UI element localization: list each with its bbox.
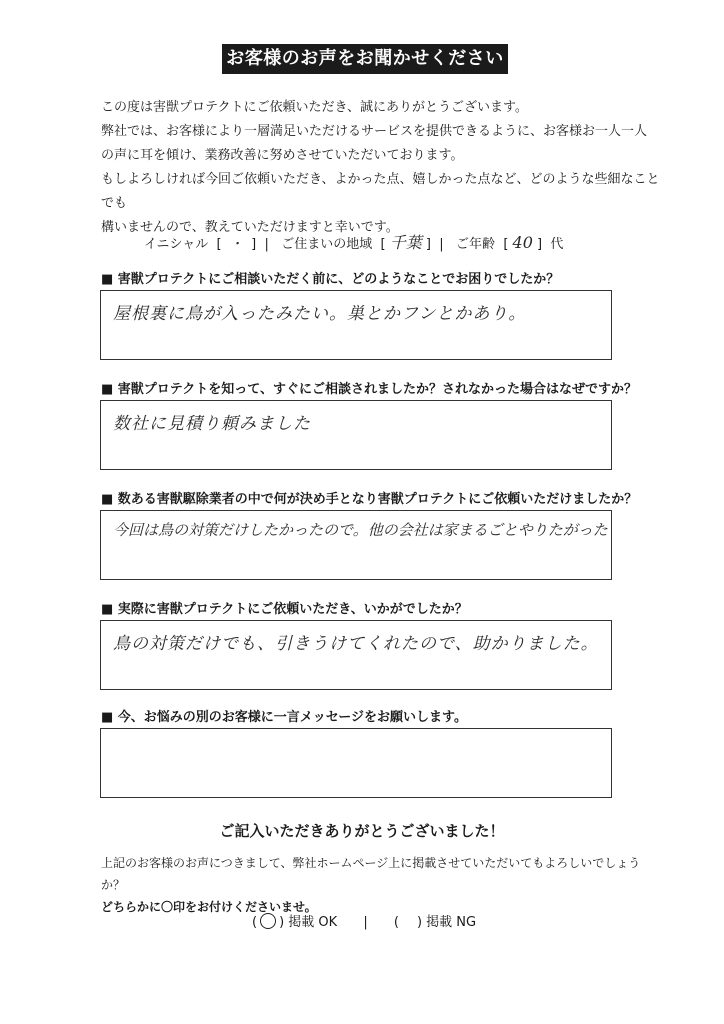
question-5: ■ 今、お悩みの別のお客様に一言メッセージをお願いします。 bbox=[101, 710, 467, 725]
intro-line: 構いませんので、教えていただけますと幸いです。 bbox=[101, 220, 399, 235]
question-4: ■ 実際に害獣プロテクトにご依頼いただき、いかがでしたか？ bbox=[101, 602, 468, 617]
intro-line: の声に耳を傾け、業務改善に努めさせていただいております。 bbox=[101, 148, 464, 163]
answer-box-4[interactable]: 鳥の対策だけでも、引きうけてくれたので、助かりました。 bbox=[100, 620, 612, 690]
area-label: ご住まいの地域 bbox=[281, 237, 373, 252]
age-suffix: 代 bbox=[550, 237, 564, 252]
thanks-message: ご記入いただきありがとうございました！ bbox=[219, 822, 505, 840]
choice-ng-label: 掲載 NG bbox=[426, 915, 477, 930]
publish-choices bbox=[252, 911, 476, 930]
choice-ng[interactable]: ( ) 掲載 NG bbox=[393, 915, 477, 930]
question-3: ■ 数ある害獣駆除業者の中で何が決め手となり害獣プロテクトにご依頼いただけましたか？ bbox=[101, 492, 638, 507]
answer-box-5[interactable] bbox=[100, 728, 612, 798]
choice-ok-label: 掲載 OK bbox=[288, 915, 338, 930]
area-value[interactable]: 千葉 bbox=[389, 233, 422, 252]
choice-ok[interactable]: ( ) 掲載 OK bbox=[252, 915, 338, 930]
initial-value[interactable]: ・ bbox=[229, 237, 243, 252]
age-label: ご年齢 bbox=[456, 237, 496, 252]
divider: | bbox=[363, 915, 368, 930]
form-title: お客様のお声をお聞かせください bbox=[222, 44, 508, 74]
question-1: ■ 害獣プロテクトにご相談いただく前に、どのようなことでお困りでしたか？ bbox=[101, 272, 560, 287]
answer-box-3[interactable]: 今回は鳥の対策だけしたかったので。他の会社は家まるごとやりたがった bbox=[100, 510, 612, 580]
consent-instruction: どちらかに〇印をお付けくださいませ。 bbox=[101, 900, 317, 914]
intro-line: もしよろしければ今回ご依頼いただき、よかった点、嬉しかった点など、どのような些細なことでも bbox=[101, 172, 660, 211]
consent-text bbox=[101, 852, 641, 918]
initial-label: イニシャル bbox=[144, 237, 209, 252]
answer-box-2[interactable]: 数社に見積り頼みました bbox=[100, 400, 612, 470]
answer-box-1[interactable]: 屋根裏に鳥が入ったみたい。巣とかフンとかあり。 bbox=[100, 290, 612, 360]
intro-text bbox=[101, 96, 661, 240]
selected-circle-icon bbox=[260, 913, 276, 929]
intro-line: この度は害獣プロテクトにご依頼いただき、誠にありがとうございます。 bbox=[101, 100, 528, 115]
age-value[interactable]: 40 bbox=[512, 233, 533, 252]
intro-line: 弊社では、お客様により一層満足いただけるサービスを提供できるように、お客様お一人一人 bbox=[101, 124, 648, 139]
customer-info-row: イニシャル [ ・ ] | ご住まいの地域 [ 千葉 ] | ご年齢 [ 40 ] 代 bbox=[144, 230, 563, 253]
consent-line: 上記のお客様のお声につきまして、弊社ホームページ上に掲載させていただいてもよろしいでしょうか？ bbox=[101, 856, 641, 892]
question-2: ■ 害獣プロテクトを知って、すぐにご相談されましたか？されなかった場合はなぜですか？ bbox=[101, 382, 638, 397]
